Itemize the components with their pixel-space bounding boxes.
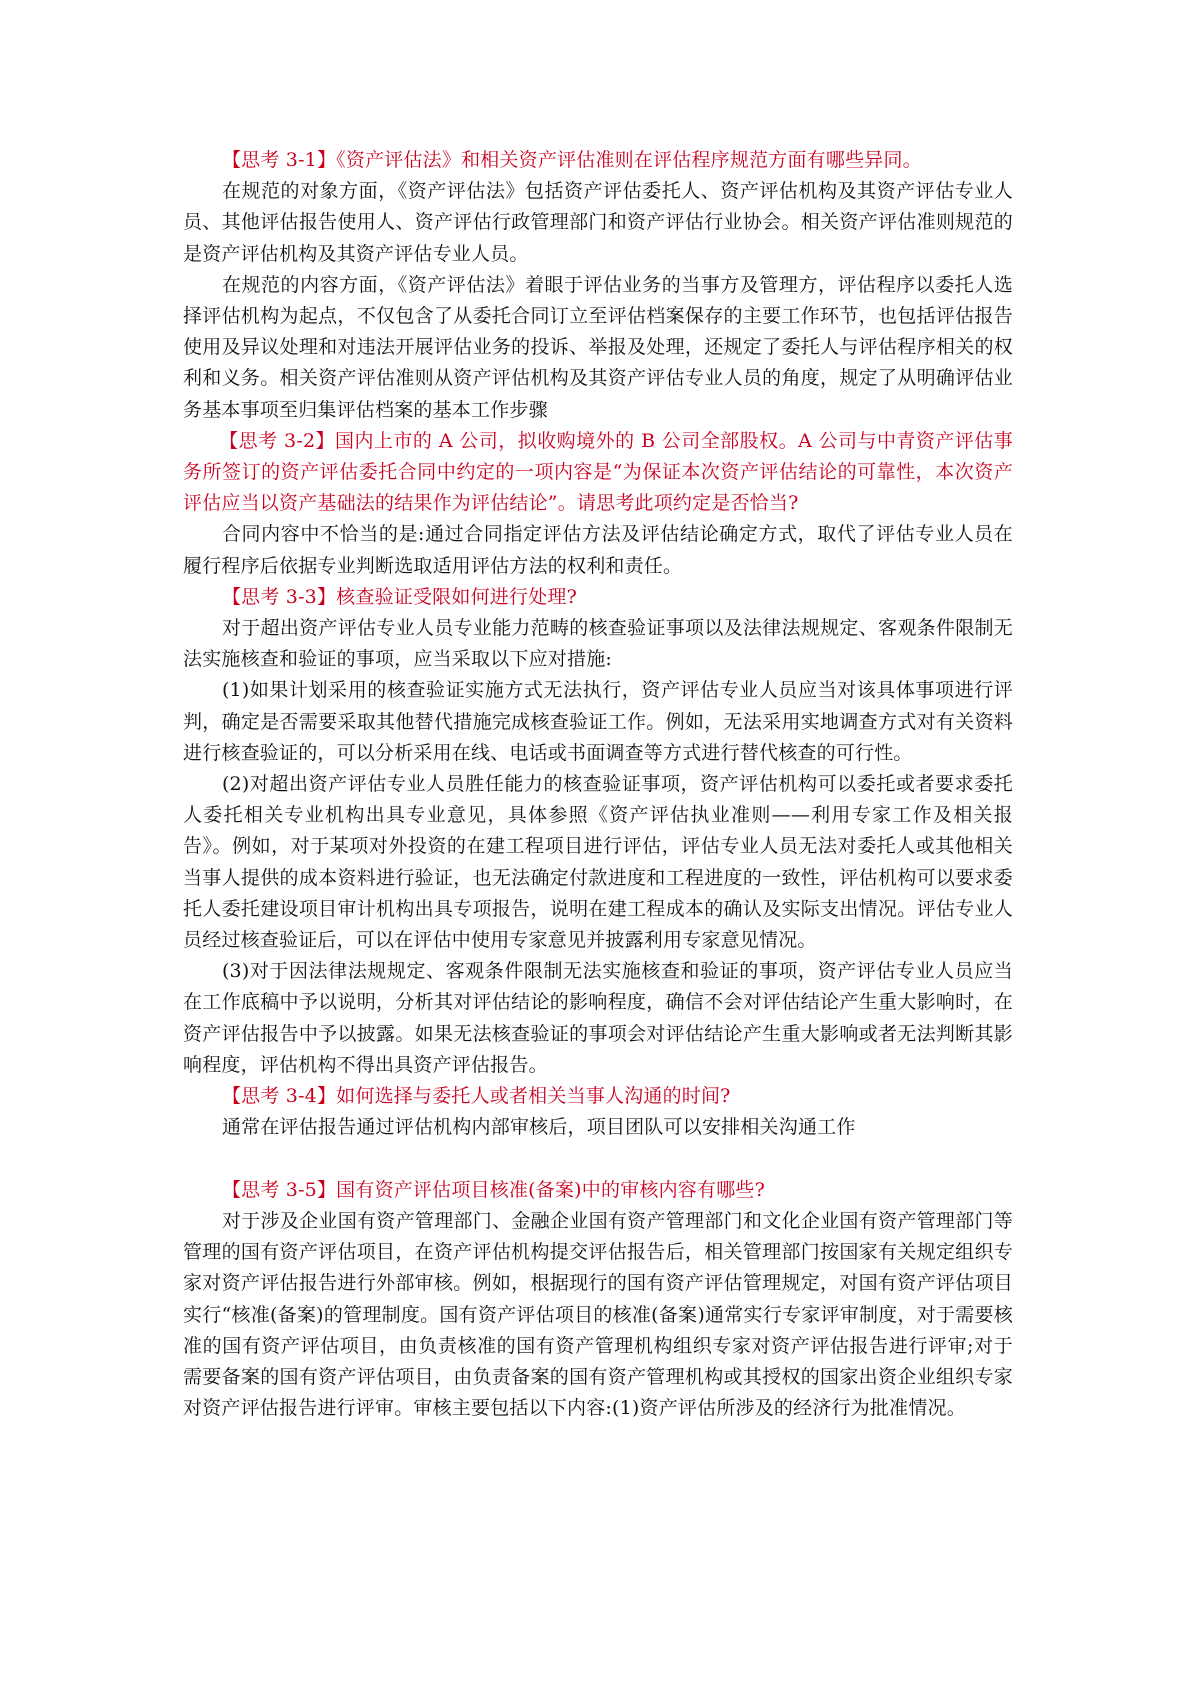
blank-line xyxy=(183,1144,1013,1175)
paragraph: 在规范的对象方面，《资产评估法》包括资产评估委托人、资产评估机构及其资产评估专业人员、其他评估报告使用人、资产评估行政管理部门和资产评估行业协会。相关资产评估准则规范的是资产评估机构及其资产评估专业人员。 xyxy=(183,180,1013,265)
paragraph: 对于超出资产评估专业人员专业能力范畴的核查验证事项以及法律法规规定、客观条件限制无法实施核查和验证的事项，应当采取以下应对措施: xyxy=(183,617,1013,671)
paragraph: 通常在评估报告通过评估机构内部审核后，项目团队可以安排相关沟通工作 xyxy=(221,1116,856,1139)
paragraph: 在规范的内容方面，《资产评估法》着眼于评估业务的当事方及管理方，评估程序以委托人选择评估机构为起点，不仅包含了从委托合同订立至评估档案保存的主要工作环节，也包括评估报告使用及异议处理和对违法开展评估业务的投诉、举报及处理，还规定了委托人与评估程序相关的权利和义务。相关资产评估准则从资产评估机构及其资产评估专业人员的角度，规定了从明确评估业务基本事项至归集评估档案的基本工作步骤 xyxy=(183,273,1013,421)
section-heading-3-2: 【思考 3-2】国内上市的 A 公司，拟收购境外的 B 公司全部股权。A 公司与中青资产评估事务所签订的资产评估委托合同中约定的一项内容是“为保证本次资产评估结论的可靠性，本次资产评估应当以资产基础法的结果作为评估结论”。请思考此项约定是否恰当? xyxy=(183,429,1013,515)
section-heading-3-1: 【思考 3-1】《资产评估法》和相关资产评估准则在评估程序规范方面有哪些异同。 xyxy=(221,149,922,171)
list-item: (1)如果计划采用的核查验证实施方式无法执行，资产评估专业人员应当对该具体事项进行评判，确定是否需要采取其他替代措施完成核查验证工作。例如，无法采用实地调查方式对有关资料进行核查验证的，可以分析采用在线、电话或书面调查等方式进行替代核查的可行性。 xyxy=(183,679,1013,764)
paragraph: 对于涉及企业国有资产管理部门、金融企业国有资产管理部门和文化企业国有资产管理部门等管理的国有资产评估项目，在资产评估机构提交评估报告后，相关管理部门按国家有关规定组织专家对资产评估报告进行外部审核。例如，根据现行的国有资产评估管理规定，对国有资产评估项目实行“核准(备案)的管理制度。国有资产评估项目的核准(备案)通常实行专家评审制度，对于需要核准的国有资产评估项目，由负责核准的国有资产管理机构组织专家对资产评估报告进行评审;对于需要备案的国有资产评估项目，由负责备案的国有资产管理机构或其授权的国家出资企业组织专家对资产评估报告进行评审。审核主要包括以下内容:(1)资产评估所涉及的经济行为批准情况。 xyxy=(183,1209,1013,1420)
document-page xyxy=(183,145,1013,1424)
list-item: (3)对于因法律法规规定、客观条件限制无法实施核查和验证的事项，资产评估专业人员应当在工作底稿中予以说明，分析其对评估结论的影响程度，确信不会对评估结论产生重大影响时，在资产评估报告中予以披露。如果无法核查验证的事项会对评估结论产生重大影响或者无法判断其影响程度，评估机构不得出具资产评估报告。 xyxy=(183,960,1013,1076)
section-heading-3-5: 【思考 3-5】国有资产评估项目核准(备案)中的审核内容有哪些? xyxy=(221,1178,765,1201)
paragraph: 合同内容中不恰当的是:通过合同指定评估方法及评估结论确定方式，取代了评估专业人员在履行程序后依据专业判断选取适用评估方法的权利和责任。 xyxy=(183,523,1013,577)
list-item: (2)对超出资产评估专业人员胜任能力的核查验证事项，资产评估机构可以委托或者要求委托人委托相关专业机构出具专业意见，具体参照《资产评估执业准则——利用专家工作及相关报告》。例如，对于某项对外投资的在建工程项目进行评估，评估专业人员无法对委托人或其他相关当事人提供的成本资料进行验证，也无法确定付款进度和工程进度的一致性，评估机构可以要求委托人委托建设项目审计机构出具专项报告，说明在建工程成本的确认及实际支出情况。评估专业人员经过核查验证后，可以在评估中使用专家意见并披露利用专家意见情况。 xyxy=(183,773,1013,952)
section-heading-3-3: 【思考 3-3】核查验证受限如何进行处理? xyxy=(221,585,577,608)
section-heading-3-4: 【思考 3-4】如何选择与委托人或者相关当事人沟通的时间? xyxy=(221,1085,731,1108)
